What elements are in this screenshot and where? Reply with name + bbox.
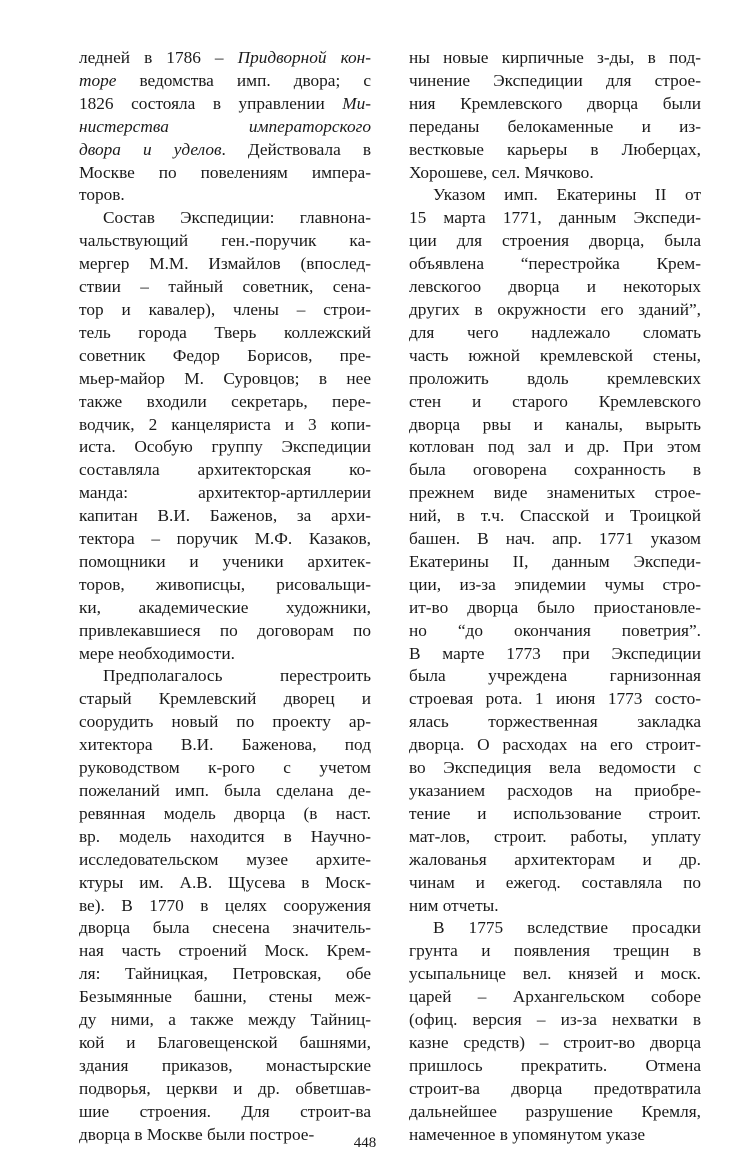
text-run: здания приказов, монастырские	[79, 1055, 371, 1075]
text-run: строит-ва дворца предотвратила	[409, 1078, 701, 1098]
text-line	[79, 162, 371, 185]
text-run: торов, живописцы, рисовальщи-	[79, 574, 371, 594]
text-line	[79, 940, 371, 963]
left-column	[79, 47, 371, 1147]
text-run: хитектора В.И. Баженова, под	[79, 735, 371, 755]
text-run: усыпальнице вел. князей и моск.	[409, 964, 701, 984]
text-run: ния Кремлевского дворца были	[409, 93, 701, 113]
text-run: Предполагалось перестроить	[103, 666, 371, 686]
text-run: ции для строения дворца, была	[409, 231, 701, 251]
text-run: 15 марта 1771, данным Экспеди-	[409, 208, 701, 228]
text-line	[79, 528, 371, 551]
text-run: В марте 1773 при Экспедиции	[409, 643, 701, 663]
text-line	[79, 1009, 371, 1032]
text-run: была оговорена сохранность в	[409, 460, 701, 480]
text-line	[79, 1055, 371, 1078]
text-line	[79, 116, 371, 139]
text-run: тектора – поручик М.Ф. Казаков,	[79, 529, 371, 549]
text-line	[79, 70, 371, 93]
text-line	[79, 895, 371, 918]
text-line	[79, 505, 371, 528]
text-line	[79, 368, 371, 391]
text-run: чинам и ежегод. составляла по	[409, 872, 701, 892]
text-run: жалованья архитекторам и др.	[409, 849, 701, 869]
text-run: ны новые кирпичные з-ды, в под-	[409, 48, 701, 67]
text-run: тель города Тверь коллежский	[79, 322, 371, 342]
text-run: намеченное в упомянутом указе	[409, 1124, 646, 1144]
italic-text: нистерства императорского	[79, 116, 371, 136]
text-line	[79, 872, 371, 895]
text-line	[409, 826, 701, 849]
text-run: советник Федор Борисов, пре-	[79, 345, 371, 365]
text-run: объявлена “перестройка Крем-	[409, 254, 701, 274]
text-run: котлован под зал и др. При этом	[409, 437, 701, 457]
text-line	[409, 597, 701, 620]
text-run: часть южной кремлевской стены,	[409, 345, 701, 365]
text-run: дворца. О расходах на его строит-	[409, 735, 701, 755]
text-line	[79, 917, 371, 940]
text-line	[409, 528, 701, 551]
text-line	[79, 1101, 371, 1124]
text-line	[409, 780, 701, 803]
text-run: торов.	[79, 185, 125, 205]
text-line	[409, 93, 701, 116]
text-run: Екатерины II, данным Экспеди-	[409, 551, 701, 571]
text-line	[79, 757, 371, 780]
text-run: Москве по повелениям импера-	[79, 162, 371, 182]
text-run: В 1775 вследствие просадки	[433, 918, 701, 938]
text-run: дворца в Москве были построе-	[79, 1124, 315, 1144]
text-run: водчик, 2 канцеляриста и 3 копи-	[79, 414, 371, 434]
text-line	[79, 276, 371, 299]
text-run: чинение Экспедиции для строе-	[409, 70, 701, 90]
text-line	[79, 93, 371, 116]
text-line	[79, 780, 371, 803]
paragraph	[79, 47, 371, 207]
text-line	[409, 757, 701, 780]
text-run: мат-лов, строит. работы, уплату	[409, 826, 701, 846]
text-run: чальствующий ген.-поручик ка-	[79, 231, 371, 251]
text-line	[409, 872, 701, 895]
text-run: указанием расходов на приобре-	[409, 781, 701, 800]
text-line	[79, 207, 371, 230]
text-line	[79, 345, 371, 368]
text-line	[409, 1009, 701, 1032]
paragraph	[409, 917, 701, 1146]
text-line	[409, 253, 701, 276]
italic-text: Ми-	[342, 93, 371, 113]
text-line	[409, 276, 701, 299]
text-line	[79, 47, 371, 70]
text-line	[409, 940, 701, 963]
text-line	[79, 139, 371, 162]
text-run: руководством к-рого с учетом	[79, 758, 371, 778]
text-line	[79, 1032, 371, 1055]
text-run: левскогоо дворца и некоторых	[409, 277, 701, 297]
text-run: Указом имп. Екатерины II от	[433, 185, 701, 205]
italic-text: торе	[79, 70, 117, 90]
text-run: ний, в т.ч. Спасской и Троицкой	[409, 506, 701, 526]
text-line	[79, 230, 371, 253]
text-line	[409, 1055, 701, 1078]
text-run: капитан В.И. Баженов, за архи-	[79, 506, 371, 526]
text-run: вестковые карьеры в Люберцах,	[409, 139, 701, 159]
text-run: подворья, церкви и др. обветшав-	[79, 1078, 371, 1098]
text-run: мере необходимости.	[79, 643, 235, 663]
text-line	[409, 711, 701, 734]
text-line	[409, 116, 701, 139]
text-line	[409, 917, 701, 940]
text-line	[409, 620, 701, 643]
text-line	[79, 253, 371, 276]
text-line	[409, 459, 701, 482]
text-line	[79, 184, 371, 207]
text-line	[79, 1078, 371, 1101]
text-run: Состав Экспедиции: главнона-	[103, 208, 371, 228]
text-line	[79, 391, 371, 414]
text-run: ит-во дворца было приостановле-	[409, 597, 701, 617]
text-run: грунта и появления трещин в	[409, 941, 701, 961]
text-line	[79, 734, 371, 757]
text-run: но “до окончания поветрия”.	[409, 620, 701, 640]
text-run: строевая рота. 1 июня 1773 состо-	[409, 689, 701, 709]
text-run: для чего надлежало сломать	[409, 322, 701, 342]
text-run: ялась торжественная закладка	[409, 712, 701, 732]
text-line	[79, 620, 371, 643]
text-line	[409, 70, 701, 93]
text-run: переданы белокаменные и из-	[409, 116, 701, 136]
text-run: ствии – тайный советник, сена-	[79, 277, 371, 297]
text-run: также входили секретарь, пере-	[79, 391, 371, 411]
text-line	[79, 574, 371, 597]
text-line	[79, 711, 371, 734]
text-run: ки, академические художники,	[79, 597, 371, 617]
text-run: других в окружности его зданий”,	[409, 299, 701, 319]
text-run: . Действовала в	[221, 139, 371, 159]
text-line	[409, 139, 701, 162]
text-line	[79, 986, 371, 1009]
text-line	[409, 665, 701, 688]
text-run: дальнейшее разрушение Кремля,	[409, 1101, 701, 1121]
text-run: тение и использование строит.	[409, 803, 701, 823]
text-run: Безымянные башни, стены меж-	[79, 987, 371, 1007]
text-line	[79, 459, 371, 482]
text-line	[409, 391, 701, 414]
text-run: привлекавшиеся по договорам по	[79, 620, 371, 640]
text-run: была учреждена гарнизонная	[409, 666, 701, 686]
text-line	[79, 436, 371, 459]
text-line	[409, 688, 701, 711]
text-run: пожеланий имп. была сделана де-	[79, 781, 371, 800]
italic-text: Придворной кон-	[237, 48, 371, 67]
text-line	[409, 207, 701, 230]
text-line	[409, 574, 701, 597]
text-run: ду ними, а также между Тайниц-	[79, 1010, 371, 1030]
text-run: ревянная модель дворца (в наст.	[79, 803, 371, 823]
paragraph	[79, 207, 371, 665]
right-column	[409, 47, 701, 1147]
text-line	[409, 895, 701, 918]
text-line	[409, 803, 701, 826]
text-run: 1826 состояла в управлении	[79, 93, 343, 113]
text-run: тор и кавалер), члены – строи-	[79, 299, 371, 319]
text-line	[409, 643, 701, 666]
text-run: прежнем виде знаменитых строе-	[409, 483, 701, 503]
text-run: ктуры им. А.В. Щусева в Моск-	[79, 872, 371, 892]
text-line	[409, 299, 701, 322]
text-line	[409, 1032, 701, 1055]
text-run: ледней в 1786 –	[79, 48, 238, 67]
text-line	[79, 963, 371, 986]
text-run: исследовательском музее архите-	[79, 849, 371, 869]
text-line	[79, 597, 371, 620]
text-run: ная часть строений Моск. Крем-	[79, 941, 371, 961]
text-run: старый Кремлевский дворец и	[79, 689, 371, 709]
text-line	[409, 482, 701, 505]
text-line	[79, 299, 371, 322]
text-line	[79, 849, 371, 872]
text-run: стен и старого Кремлевского	[409, 391, 701, 411]
paragraph	[409, 184, 701, 917]
text-line	[409, 1101, 701, 1124]
text-run: соорудить новый по проекту ар-	[79, 712, 371, 732]
text-line	[409, 849, 701, 872]
text-run: кой и Благовещенской башнями,	[79, 1032, 371, 1052]
text-line	[79, 643, 371, 666]
text-line	[79, 665, 371, 688]
text-line	[79, 414, 371, 437]
text-line	[409, 368, 701, 391]
text-line	[409, 505, 701, 528]
text-line	[409, 230, 701, 253]
text-run: дворца рвы и каналы, вырыть	[409, 414, 701, 434]
text-line	[79, 551, 371, 574]
text-run: ции, из-за эпидемии чумы стро-	[409, 574, 701, 594]
text-line	[79, 826, 371, 849]
text-line	[409, 1078, 701, 1101]
text-line	[409, 436, 701, 459]
text-run: проложить вдоль кремлевских	[409, 368, 701, 388]
text-run: ним отчеты.	[409, 895, 499, 915]
text-line	[409, 414, 701, 437]
text-run: помощники и ученики архитек-	[79, 551, 371, 571]
text-line	[409, 322, 701, 345]
text-run: иста. Особую группу Экспедиции	[79, 437, 371, 457]
text-line	[409, 162, 701, 185]
text-run: ведомства имп. двора; с	[116, 70, 371, 90]
text-line	[409, 963, 701, 986]
text-line	[79, 803, 371, 826]
paragraph	[409, 47, 701, 184]
text-run: составляла архитекторская ко-	[79, 460, 371, 480]
text-run: Хорошеве, сел. Мячково.	[409, 162, 594, 182]
text-line	[409, 184, 701, 207]
text-run: пришлось прекратить. Отмена	[409, 1055, 701, 1075]
text-run: во Экспедиция вела ведомости с	[409, 758, 701, 778]
text-run: дворца была снесена значитель-	[79, 918, 371, 938]
text-run: ля: Тайницкая, Петровская, обе	[79, 964, 371, 984]
text-line	[79, 482, 371, 505]
text-line	[409, 47, 701, 70]
text-run: мергер М.М. Измайлов (впослед-	[79, 254, 371, 274]
text-run: (офиц. версия – из-за нехватки в	[409, 1010, 701, 1030]
paragraph	[79, 665, 371, 1146]
text-run: шие строения. Для строит-ва	[79, 1101, 371, 1121]
text-line	[409, 551, 701, 574]
text-line	[409, 345, 701, 368]
text-line	[409, 986, 701, 1009]
text-run: мьер-майор М. Суровцов; в нее	[79, 368, 371, 388]
italic-text: двора и уделов	[79, 139, 222, 159]
text-run: вр. модель находится в Научно-	[79, 826, 371, 846]
text-run: башен. В нач. апр. 1771 указом	[409, 529, 701, 549]
text-line	[79, 688, 371, 711]
text-run: царей – Архангельском соборе	[409, 987, 701, 1007]
text-line	[409, 734, 701, 757]
text-line	[79, 322, 371, 345]
text-run: манда: архитектор-артиллерии	[79, 483, 371, 503]
text-run: казне средств) – строит-во дворца	[409, 1032, 701, 1052]
page-number: 448	[353, 1135, 377, 1151]
text-run: ве). В 1770 в целях сооружения	[79, 895, 371, 915]
